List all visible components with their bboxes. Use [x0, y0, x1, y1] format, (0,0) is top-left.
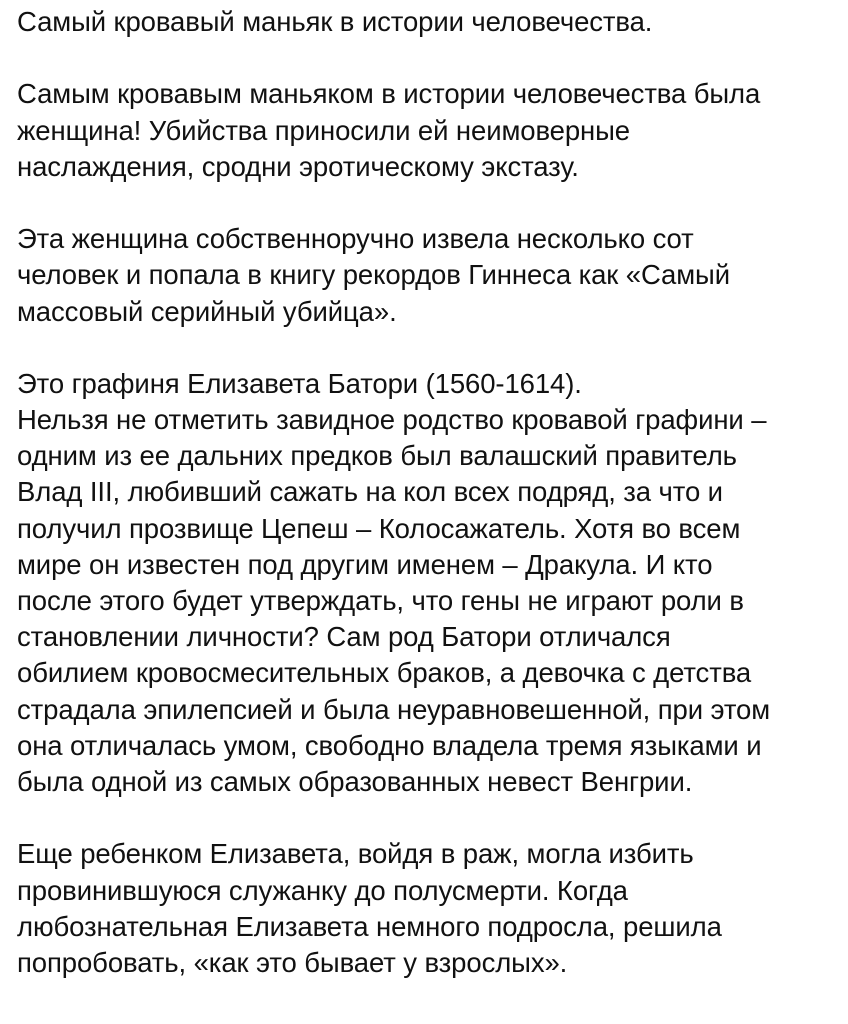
paragraph-gap — [17, 185, 845, 221]
text-line: провинившуюся служанку до полусмерти. Когда — [17, 874, 628, 906]
text-line: получил прозвище Цепеш – Колосажатель. Хотя во всем — [17, 512, 741, 544]
text-line: мире он известен под другим именем – Дракула. И кто — [17, 548, 713, 580]
paragraph-gap — [17, 330, 845, 366]
text-line: Нельзя не отметить завидное родство кровавой графини – — [17, 404, 767, 436]
paragraph-gap — [17, 40, 845, 76]
text-line: массовый серийный убийца». — [17, 295, 397, 327]
text-line: Это графиня Елизавета Батори (1560-1614). — [17, 367, 582, 399]
text-line: попробовать, «как это бывает у взрослых». — [17, 946, 568, 978]
text-line: Еще ребенком Елизавета, войдя в раж, могла избить — [17, 838, 694, 870]
text-line: страдала эпилепсией и была неуравновешенной, при этом — [17, 693, 771, 725]
text-line: Самым кровавым маньяком в истории человечества была — [17, 78, 761, 110]
text-line: наслаждения, сродни эротическому экстазу. — [17, 150, 579, 182]
paragraph-1 — [17, 76, 845, 185]
paragraph-gap — [17, 800, 845, 836]
text-line: Эта женщина собственноручно извела несколько сот — [17, 223, 694, 255]
text-line: женщина! Убийства приносили ей неимоверные — [17, 114, 631, 146]
text-line: была одной из самых образованных невест Венгрии. — [17, 765, 693, 797]
text-line: обилием кровосмесительных браков, а девочка с детства — [17, 657, 752, 689]
paragraph-2 — [17, 221, 845, 330]
document-title: Самый кровавый маньяк в истории человечества. — [17, 6, 653, 37]
text-line: Влад III, любивший сажать на кол всех подряд, за что и — [17, 476, 723, 508]
paragraph-3 — [17, 366, 845, 800]
text-line: любознательная Елизавета немного подросла, решила — [17, 910, 722, 942]
text-line: она отличалась умом, свободно владела тремя языками и — [17, 729, 762, 761]
text-line: становлении личности? Сам род Батори отличался — [17, 621, 671, 653]
paragraph-4 — [17, 836, 845, 981]
text-line: одним из ее дальних предков был валашский правитель — [17, 440, 737, 472]
text-line: человек и попала в книгу рекордов Гиннеса как «Самый — [17, 259, 730, 291]
text-line: после этого будет утверждать, что гены не играют роли в — [17, 585, 744, 616]
document-body — [17, 0, 845, 981]
